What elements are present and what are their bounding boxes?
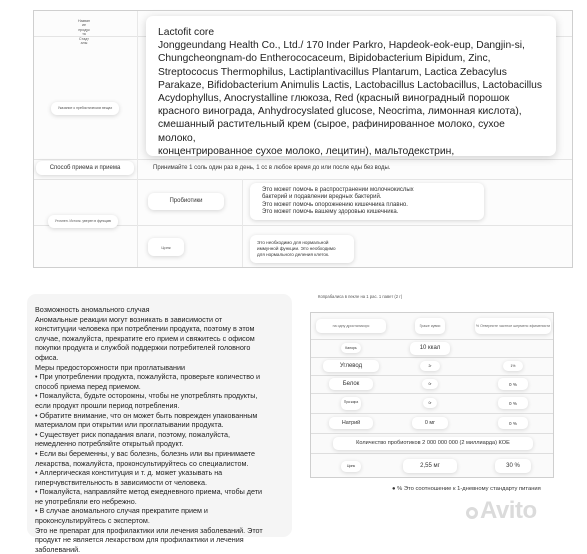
row-value: 2г: [420, 361, 440, 371]
method-text: Принимайте 1 соль один раз в день, 1 сс в любое время до или после еды без воды.: [153, 165, 391, 171]
row-value: 0 мг: [412, 417, 448, 429]
header-amount: Граже иувии: [415, 318, 445, 334]
row-percent: 0 %: [498, 417, 528, 429]
composition-text: Lactofit core Jonggeundang Health Co., Ltd./ 170 Inder Parkro, Hapdeok-eok-eup, Dangjin-si, Chungcheongnam-do Entherococaceum, Bipidobacterium Bipidum, Zinc, Streptococus Thermophilus, Lactiplantivacillus Plantarum, Lactica Zebacylus Parakaze, Bifidobacterium Animulis Lactis, Lactobacillus Lactobacillus, Lactobacillus Acydophyllus, Anocrystalline глюкоза, Red (красный виноградный порошок красного винограда, Anhydrocyslated glucose, Neocrima, лимонная кислота), смешанный растительный крем (сырое, рафинированное молоко, сухое молоко, концентрированное сухое молоко, лецитин), мальтодекстрин,: [158, 27, 543, 157]
watermark-text: Avito: [480, 497, 537, 524]
row-percent: 0 %: [498, 397, 528, 409]
row-percent: 0 %: [498, 378, 528, 390]
table-row: [311, 453, 553, 479]
table-row: [311, 339, 553, 358]
row-name: Углевод: [323, 360, 379, 372]
probiotics-box: [250, 183, 484, 220]
row-name: Пра жира: [341, 397, 361, 410]
table-divider: [34, 179, 572, 180]
nutrition-caption: Копрабалиса в пекле на 1 рас. 1 павет (2 г): [318, 294, 403, 299]
row-percent: 1%: [503, 361, 523, 371]
probiotics-text: Это может помочь в распространении молочнокислых бактерий и подавлении вредных бактерий. Это может помочь опорожнению кишечника плавно. Это может помочь вашему здоровью кишечника.: [262, 186, 414, 215]
probiotics-count: Количество пробиотиков 2 000 000 000 (2 миллиарда) КОЕ: [333, 437, 533, 450]
precautions-text: Возможность аномального случая Аномальные реакции могут возникать в зависимости от конституции человека при потреблении продукта, поэтому в этом случае, пожалуйста, прекратите его прием и свяжитесь с офисом покупки продукта и службой поддержки потребителей головного офиса. Меры предосторожности при проглатывании • При употреблении продукта, пожалуйста, проверьте количество и способ приема перед приемом. • Пожалуйста, будьте осторожны, чтобы не употреблять продукты, если продукт прошли период потребления. • Обратите внимание, что он может быть поврежден упакованным материалом при открытии или проглатывании продукта. • Существует риск попадания влаги, поэтому, пожалуйста, немедленно потребляйте открытый продукт. • Если вы беременны, у вас болезнь, болезнь или вы принимаете лекарства, пожалуйста, проконсультируйтесь со специалистом. • Аллергическая конституция и т. д. может указывать на гиперчувствительность в зависимости от человека. • Пожалуйста, направляйте метод ежедневного приема, чтобы дети не употребляли его небрежно. • В случае аномального случая прекратите прием и проконсультируйтесь с экспертом. Это не препарат для профилактики или лечения заболеваний. Этот продукт не является лекарством для профилактики и лечения заболеваний.: [35, 305, 263, 554]
table-divider: [34, 159, 572, 160]
row-percent: 30 %: [495, 459, 531, 473]
header-percent: % Отверните частное шерменс эфименисти: [475, 318, 551, 334]
method-label: Способ приема и приема: [36, 161, 134, 175]
zinc-label: Цинк: [148, 238, 184, 256]
row-value: 0г: [422, 379, 438, 389]
product-name-label: Назван ие продук та Стадт алы: [77, 19, 91, 46]
header-per-serving: на одну дросталикорс: [316, 319, 386, 333]
row-name: Натрий: [329, 417, 373, 429]
function-label: Уточнен. Истолк. уверен в функцию: [48, 215, 118, 228]
avito-watermark: [466, 497, 537, 525]
zinc-box: [250, 235, 354, 263]
table-row: [311, 375, 553, 394]
precautions-card: [27, 294, 292, 554]
table-row: [311, 357, 553, 376]
row-name: Калорь: [341, 343, 361, 353]
row-name: Цинк: [341, 461, 361, 472]
row-value: 2,55 мг: [403, 459, 457, 473]
daily-value-footnote: ● % Это соотношение к 1-дневному стандарту питания: [392, 486, 541, 492]
row-name: Белок: [329, 378, 373, 390]
nutrition-table: [310, 312, 554, 478]
row-value: 10 ккал: [410, 342, 450, 355]
product-info-table: [33, 10, 573, 268]
table-row: [311, 393, 553, 414]
table-row: [311, 433, 553, 454]
ingredients-label: Указание о пребиотических вещах: [51, 102, 119, 115]
composition-box: [146, 16, 556, 156]
zinc-text: Это необходимо для нормальной иммунной функции. Это необходимо для нормального деления клеток.: [257, 240, 336, 257]
table-divider: [137, 11, 138, 267]
row-value: 0г: [423, 398, 437, 408]
table-header-row: [311, 313, 553, 340]
avito-logo-icon: [466, 507, 478, 519]
table-divider: [242, 179, 243, 267]
probiotics-label: Пробиотики: [148, 193, 224, 210]
table-row: [311, 413, 553, 434]
